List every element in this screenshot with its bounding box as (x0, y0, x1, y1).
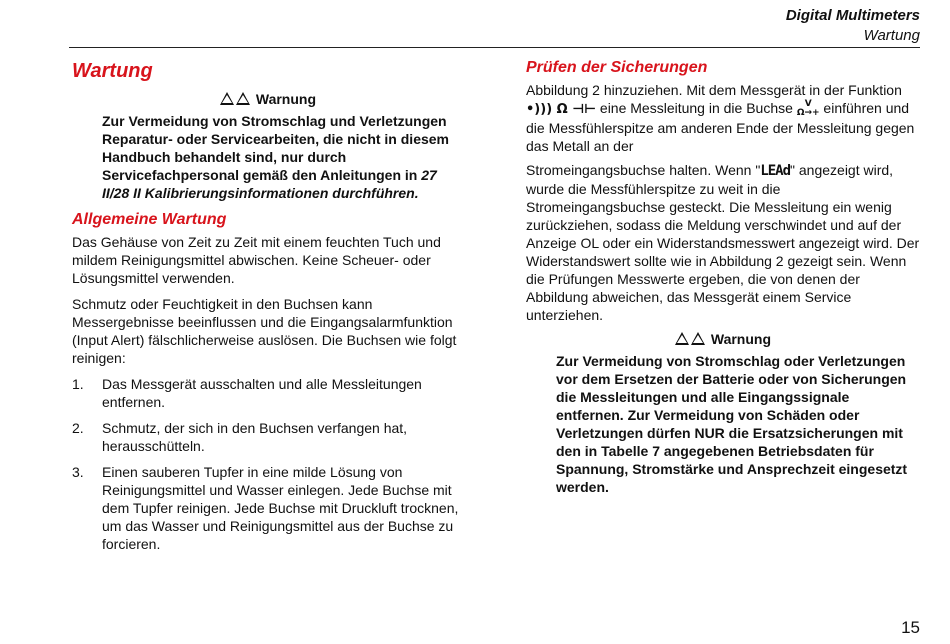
volt-ohm-diode-jack-icon: V Ω→+ (796, 99, 820, 118)
page-header (786, 6, 920, 46)
warning-heading (526, 330, 920, 348)
general-maintenance-title: Allgemeine Wartung (72, 211, 227, 228)
warning-heading (72, 90, 464, 108)
list-item: 2. Schmutz, der sich in den Buchsen verfangen hat, herausschütteln. (72, 420, 408, 454)
section-title: Wartung (72, 60, 153, 82)
list-item: 1. Das Messgerät ausschalten und alle Messleitungen entfernen. (72, 376, 422, 410)
warning-text (102, 112, 464, 202)
header-subtitle: Wartung (863, 27, 920, 44)
shock-hazard-icon (691, 332, 705, 345)
lead-display-text: LEAd (760, 163, 791, 179)
warning-text: Zur Vermeidung von Stromschlag oder Verletzungen vor dem Ersetzen der Batterie oder von Sicherungen die Messleitungen und alle Eingangssignale entfernen. Zur Vermeidung von Schäden oder Verletzungen dürfen NUR die Ersatzsicherungen mit den in Tabelle 7 angegebenen Betriebsdaten für Spannung, Stromstärke und Ansprechzeit eingesetzt werden. (556, 353, 908, 495)
warning-text-main: Zur Vermeidung von Stromschlag und Verletzungen Reparatur- oder Servicearbeiten, die nicht in diesem Handbuch behandelt sind, nur durch Servicefachpersonal gemäß den Anleitungen in (102, 113, 449, 183)
warning-label: Warnung (710, 331, 772, 347)
left-column (72, 56, 464, 561)
warning-label: Warnung (255, 91, 317, 107)
caution-triangle-icon (220, 92, 234, 105)
cleaning-steps-list (72, 375, 464, 553)
shock-hazard-icon (236, 92, 250, 105)
right-column (526, 56, 920, 504)
header-title: Digital Multimeters (785, 7, 920, 24)
paragraph-lead-message: Stromeingangsbuchse halten. Wenn "LEAd" angezeigt wird, wurde die Messfühlerspitze zu weit in die Stromeingangsbuchse gesteckt. Die Messleitung ein wenig zurückziehen, sodass die Meldung verschwindet und auf der Anzeige OL oder ein Widerstandsmesswert angezeigt wird. Der Widerstandswert sollte wie in Abbildung 2 gezeigt sein. Wenn die Prüfungen Messwerte ergeben, die von denen der Abbildung abweichen, das Messgerät einem Service unterziehen. (526, 162, 920, 323)
paragraph-cleaning-case: Das Gehäuse von Zeit zu Zeit mit einem feuchten Tuch und mildem Reinigungsmittel abwischen. Keine Scheuer- oder Lösungsmittel verwenden. (72, 234, 441, 286)
list-item: 3. Einen sauberen Tupfer in eine milde Lösung von Reinigungsmittel und Wasser einlegen. Jede Buchse mit dem Tupfer reinigen. Jede Buchse mit Druckluft trocknen, um das Wasser und Reinigungsmittel aus der Buchse zu forcieren. (72, 464, 459, 552)
continuity-ohm-capacitance-icon: •))) Ω ⊣⊢ (526, 102, 597, 117)
header-rule (69, 47, 920, 48)
paragraph-dirty-jacks: Schmutz oder Feuchtigkeit in den Buchsen kann Messergebnisse beeinflussen und die Eingangsalarmfunktion (Input Alert) fälschlicherweise auslösen. Die Buchsen wie folgt reinigen: (72, 296, 457, 366)
warning-text-italic: 27 II/28 II Kalibrierungsinformationen durchführen. (102, 167, 437, 201)
page-number: 15 (901, 618, 920, 637)
fuse-test-title: Prüfen der Sicherungen (526, 59, 708, 76)
paragraph-fuse-test: Abbildung 2 hinzuziehen. Mit dem Messgerät in der Funktion •))) Ω ⊣⊢ eine Messleitung in die Buchse V Ω→+ einführen und die Messfühlerspitze am anderen Ende der Messleitung gegen das Metall an der (526, 82, 915, 154)
caution-triangle-icon (675, 332, 689, 345)
